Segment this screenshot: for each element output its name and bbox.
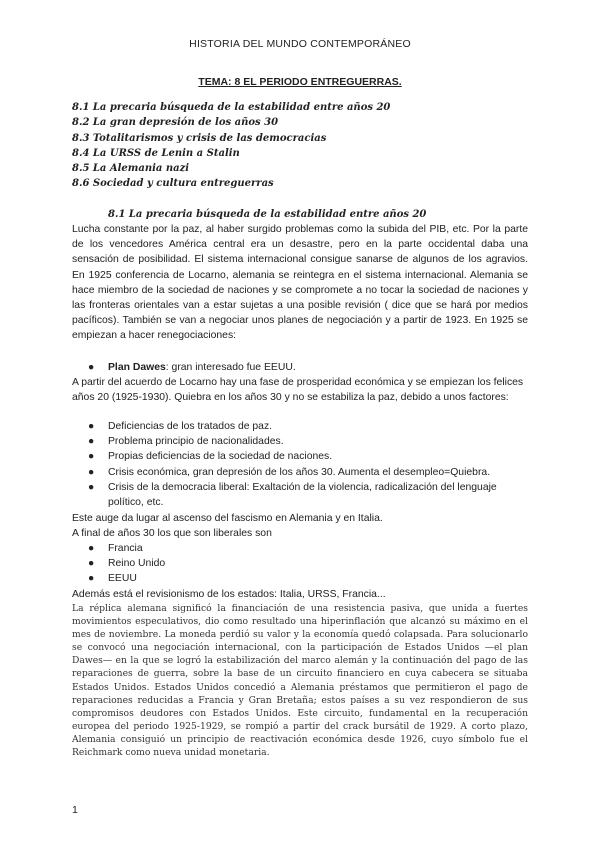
list-item: ● Crisis de la democracia liberal: Exaltación de la violencia, radicalización del lenguaje político, etc. xyxy=(88,481,497,509)
list-item: ● Problema principio de nacionalidades. xyxy=(72,434,528,449)
list-item: ● Reino Unido xyxy=(72,556,528,571)
bullet-icon: ● xyxy=(88,436,95,448)
plan-dawes-list xyxy=(72,360,528,375)
plan-dawes-label: Plan Dawes xyxy=(108,362,166,373)
bullet-icon: ● xyxy=(88,466,95,478)
prosperity-paragraph: A partir del acuerdo de Locarno hay una fase de prosperidad económica y se empiezan los felices años 20 (1925-1930). Quiebra en los años 30 y no se estabiliza la paz, debido a unos factores: xyxy=(72,377,524,404)
document-header: HISTORIA DEL MUNDO CONTEMPORÁNEO xyxy=(189,38,411,50)
liberals-paragraph: A final de años 30 los que son liberales son xyxy=(72,528,272,539)
toc-item: 8.6 Sociedad y cultura entreguerras xyxy=(72,178,274,190)
revisionism-paragraph: Además está el revisionismo de los estados: Italia, URSS, Francia... xyxy=(72,589,386,600)
intro-paragraph: Lucha constante por la paz, al haber surgido problemas como la subida del PIB, etc. Por la parte de los vencedores América central era un desastre, pero en la parte occidental daba una sensación de posibilidad. El sistema internacional consigue sanarse de algunos de los agravios. En 1925 conferencia de Locarno, alemania se reintegra en el sistema internacional. Alemania se hace miembro de la sociedad de naciones y se compromete a no tocar la sociedad de naciones y las fronteras orientales van a estar sujetas a una posible revisión ( dice que se hará por medios pacíficos). También se van a negociar unos planes de negociación y a partir de 1923. En 1925 se empiezan a hacer renegociaciones: xyxy=(72,224,528,342)
liberal-countries-list xyxy=(72,541,528,587)
bullet-icon: ● xyxy=(88,421,95,432)
toc-item: 8.2 La gran depresión de los años 30 xyxy=(72,117,279,129)
quoted-excerpt: La réplica alemana significó la financiación de una resistencia pasiva, que unida a fuertes movimientos especulativos, dio como resultado una hiperinflación que alcanzó su máximo en el mes de noviembre. La moneda perdió su valor y la economía quedó colapsada. Para solucionarlo se convocó una negociación internacional, con la participación de Estados Unidos —el plan Dawes— en la que se logró la estabilización del marco alemán y la continuación del pago de las reparaciones de guerra, sobre la base de un circuito financiero en cuya cabecera se situaba Estados Unidos. Estados Unidos concedió a Alemania préstamos que permitieron el pago de reparaciones reducidas a Francia y Gran Bretaña; estos países a su vez respondieron de sus compromisos deudores con Estados Unidos. Este circuito, fundamental en la recuperación europea del periodo 1925-1929, se rompió a partir del crack bursátil de 1929. A corto plazo, Alemania consiguió un principio de reactivación económica desde 1926, cuyo símbolo fue el Reichmark como nueva unidad monetaria. xyxy=(72,603,528,759)
bullet-icon: ● xyxy=(88,451,95,463)
chapter-title: TEMA: 8 EL PERIODO ENTREGUERRAS. xyxy=(198,76,402,88)
section-heading: 8.1 La precaria búsqueda de la estabilidad entre años 20 xyxy=(108,209,427,220)
list-item: ● Crisis económica, gran depresión de los años 30. Aumenta el desempleo=Quiebra. xyxy=(72,465,528,480)
toc-item: 8.5 La Alemania nazi xyxy=(72,163,190,175)
bullet-icon: ● xyxy=(88,362,95,373)
list-item: ● Propias deficiencias de la sociedad de naciones. xyxy=(72,449,528,464)
list-item xyxy=(72,360,528,375)
bullet-icon: ● xyxy=(88,481,95,493)
toc-item: 8.3 Totalitarismos y crisis de las democracias xyxy=(72,132,327,144)
bullet-icon: ● xyxy=(88,558,95,570)
list-item: ● Francia xyxy=(72,541,528,556)
bullet-icon: ● xyxy=(88,543,95,554)
list-item: ● Deficiencias de los tratados de paz. xyxy=(72,419,528,434)
bullet-icon: ● xyxy=(88,573,95,585)
plan-dawes-text: : gran interesado fue EEUU. xyxy=(165,362,296,373)
list-item: ● EEUU xyxy=(72,571,528,586)
toc-item: 8.1 La precaria búsqueda de la estabilidad entre años 20 xyxy=(72,102,391,113)
page-number: 1 xyxy=(72,804,78,816)
toc-item: 8.4 La URSS de Lenin a Stalin xyxy=(72,147,240,159)
table-of-contents xyxy=(72,100,532,192)
factors-list xyxy=(72,419,528,510)
fascism-paragraph: Este auge da lugar al ascenso del fascismo en Alemania y en Italia. xyxy=(72,513,383,524)
